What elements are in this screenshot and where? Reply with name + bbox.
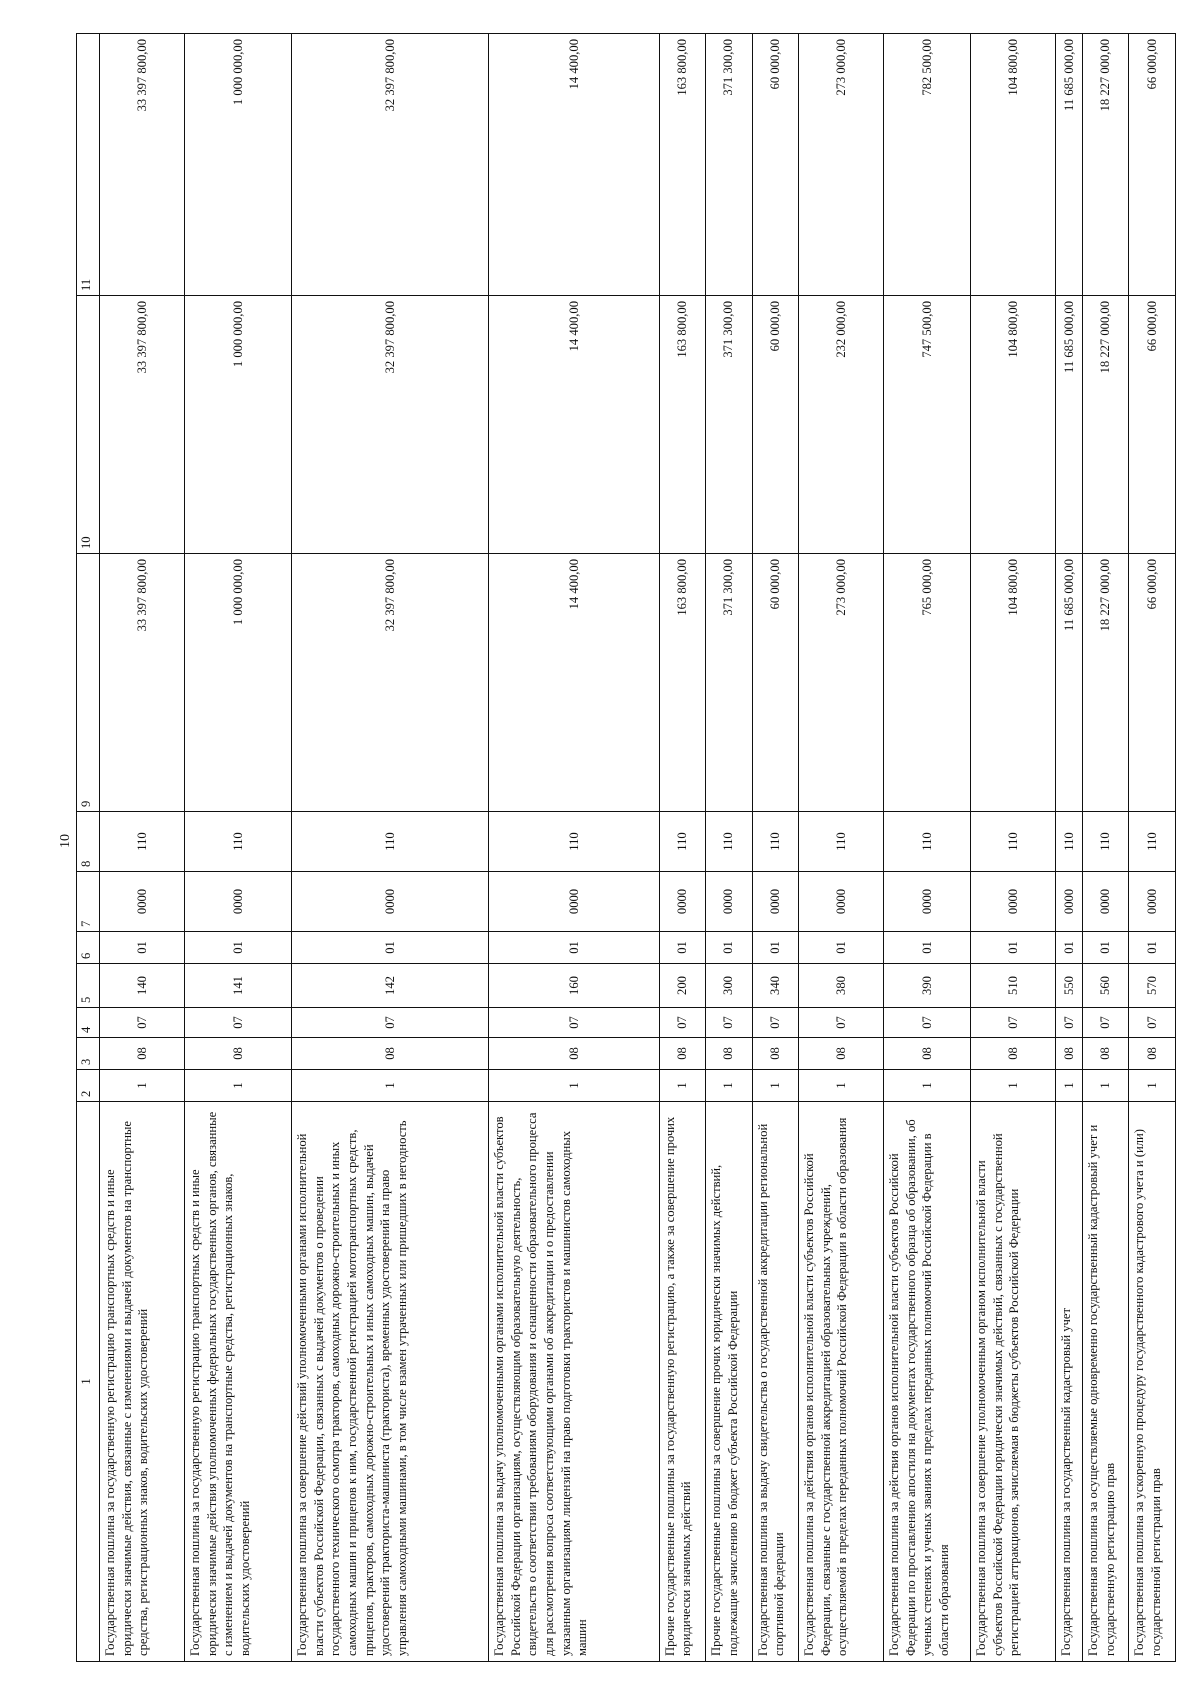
column-header-9: 9 [77,554,100,812]
cell-col-5: 550 [1056,964,1083,1008]
cell-col-4: 07 [706,1008,752,1038]
column-header-3: 3 [77,1038,100,1070]
cell-col-9: 32 397 800,00 [292,554,489,812]
cell-col-2: 1 [1082,1070,1128,1102]
cell-col-4: 07 [884,1008,971,1038]
cell-col-2: 1 [185,1070,292,1102]
cell-col-3: 08 [1082,1038,1128,1070]
cell-col-8: 110 [971,812,1056,872]
cell-col-10: 11 685 000,00 [1056,296,1083,554]
cell-col-3: 08 [884,1038,971,1070]
cell-col-4: 07 [1056,1008,1083,1038]
table-row [659,34,705,1662]
column-header-10: 10 [77,296,100,554]
table-row [1056,34,1083,1662]
row-name-cell: Государственная пошлина за государственный кадастровый учет [1056,1102,1083,1662]
cell-col-11: 18 227 000,00 [1082,34,1128,296]
cell-col-7: 0000 [706,872,752,932]
cell-col-7: 0000 [1056,872,1083,932]
cell-col-3: 08 [752,1038,798,1070]
cell-col-5: 570 [1129,964,1176,1008]
cell-col-7: 0000 [884,872,971,932]
row-name-cell: Прочие государственные пошлины за совершение прочих юридически значимых действий, подлежащие зачислению в бюджет субъекта Российской Федерации [706,1102,752,1662]
cell-col-6: 01 [971,932,1056,964]
cell-col-7: 0000 [659,872,705,932]
cell-col-11: 1 000 000,00 [185,34,292,296]
cell-col-8: 110 [799,812,884,872]
table-row [799,34,884,1662]
cell-col-4: 07 [185,1008,292,1038]
table-row [752,34,798,1662]
cell-col-11: 371 300,00 [706,34,752,296]
cell-col-8: 110 [752,812,798,872]
cell-col-11: 60 000,00 [752,34,798,296]
cell-col-6: 01 [489,932,659,964]
cell-col-7: 0000 [752,872,798,932]
cell-col-11: 66 000,00 [1129,34,1176,296]
cell-col-6: 01 [1129,932,1176,964]
row-name-cell: Государственная пошлина за совершение уполномоченным органом исполнительной власти субъектов Российской Федерации юридически значимых действий, связанных с государственной регистрацией аттракционов, зачисляемая в бюджеты субъектов Российской Федерации [971,1102,1056,1662]
cell-col-11: 32 397 800,00 [292,34,489,296]
column-header-2: 2 [77,1070,100,1102]
cell-col-6: 01 [1082,932,1128,964]
cell-col-8: 110 [1056,812,1083,872]
cell-col-7: 0000 [1129,872,1176,932]
cell-col-8: 110 [1129,812,1176,872]
cell-col-7: 0000 [799,872,884,932]
cell-col-10: 232 000,00 [799,296,884,554]
row-name-cell: Государственная пошлина за ускоренную процедуру государственного кадастрового учета и (или) государственной регистрации прав [1129,1102,1176,1662]
column-header-6: 6 [77,932,100,964]
cell-col-6: 01 [292,932,489,964]
cell-col-2: 1 [659,1070,705,1102]
cell-col-10: 104 800,00 [971,296,1056,554]
cell-col-5: 300 [706,964,752,1008]
cell-col-9: 66 000,00 [1129,554,1176,812]
cell-col-9: 1 000 000,00 [185,554,292,812]
cell-col-11: 14 400,00 [489,34,659,296]
cell-col-2: 1 [292,1070,489,1102]
cell-col-11: 782 500,00 [884,34,971,296]
cell-col-9: 104 800,00 [971,554,1056,812]
cell-col-9: 14 400,00 [489,554,659,812]
cell-col-5: 141 [185,964,292,1008]
rotated-table-wrapper [76,34,1176,1662]
cell-col-9: 371 300,00 [706,554,752,812]
cell-col-5: 140 [100,964,185,1008]
cell-col-10: 747 500,00 [884,296,971,554]
cell-col-2: 1 [799,1070,884,1102]
cell-col-2: 1 [100,1070,185,1102]
cell-col-3: 08 [971,1038,1056,1070]
row-name-cell: Государственная пошлина за осуществляемые одновременно государственный кадастровый учет и государственную регистрацию прав [1082,1102,1128,1662]
cell-col-4: 07 [292,1008,489,1038]
cell-col-7: 0000 [100,872,185,932]
cell-col-5: 142 [292,964,489,1008]
cell-col-4: 07 [659,1008,705,1038]
cell-col-6: 01 [185,932,292,964]
cell-col-10: 60 000,00 [752,296,798,554]
cell-col-8: 110 [489,812,659,872]
column-header-1: 1 [77,1102,100,1662]
row-name-cell: Государственная пошлина за действия органов исполнительной власти субъектов Российской Федерации, связанные с государственной аккредитацией образовательных учреждений, осуществляемой в пределах переданных полномочий Российской Федерации в области образования [799,1102,884,1662]
cell-col-4: 07 [971,1008,1056,1038]
revenue-table [76,33,1176,1662]
row-name-cell: Государственная пошлина за действия органов исполнительной власти субъектов Российской Федерации по проставлению апостиля на документах государственного образца об образовании, об ученых степенях и ученых званиях в пределах переданных полномочий Российской Федерации в области образования [884,1102,971,1662]
column-header-4: 4 [77,1008,100,1038]
header-row [77,34,100,1662]
cell-col-3: 08 [100,1038,185,1070]
cell-col-3: 08 [292,1038,489,1070]
cell-col-3: 08 [799,1038,884,1070]
table-row [100,34,185,1662]
cell-col-4: 07 [1129,1008,1176,1038]
cell-col-6: 01 [752,932,798,964]
cell-col-6: 01 [1056,932,1083,964]
table-row [292,34,489,1662]
table-row [1082,34,1128,1662]
cell-col-10: 14 400,00 [489,296,659,554]
cell-col-9: 60 000,00 [752,554,798,812]
row-name-cell: Государственная пошлина за выдачу свидетельства о государственной аккредитации региональной спортивной федерации [752,1102,798,1662]
cell-col-5: 380 [799,964,884,1008]
table-row [1129,34,1176,1662]
cell-col-5: 510 [971,964,1056,1008]
cell-col-7: 0000 [292,872,489,932]
column-header-8: 8 [77,812,100,872]
cell-col-10: 18 227 000,00 [1082,296,1128,554]
cell-col-6: 01 [100,932,185,964]
cell-col-11: 163 800,00 [659,34,705,296]
cell-col-6: 01 [659,932,705,964]
column-header-11: 11 [77,34,100,296]
table-row [971,34,1056,1662]
cell-col-6: 01 [884,932,971,964]
cell-col-4: 07 [100,1008,185,1038]
cell-col-3: 08 [706,1038,752,1070]
row-name-cell: Прочие государственные пошлины за государственную регистрацию, а также за совершение прочих юридически значимых действий [659,1102,705,1662]
cell-col-3: 08 [1129,1038,1176,1070]
cell-col-10: 163 800,00 [659,296,705,554]
cell-col-7: 0000 [185,872,292,932]
cell-col-8: 110 [659,812,705,872]
cell-col-8: 110 [706,812,752,872]
cell-col-4: 07 [799,1008,884,1038]
cell-col-5: 390 [884,964,971,1008]
cell-col-8: 110 [884,812,971,872]
cell-col-6: 01 [799,932,884,964]
cell-col-2: 1 [884,1070,971,1102]
cell-col-8: 110 [100,812,185,872]
column-header-7: 7 [77,872,100,932]
cell-col-9: 33 397 800,00 [100,554,185,812]
cell-col-7: 0000 [489,872,659,932]
cell-col-11: 104 800,00 [971,34,1056,296]
cell-col-10: 1 000 000,00 [185,296,292,554]
table-row [884,34,971,1662]
cell-col-4: 07 [752,1008,798,1038]
cell-col-10: 371 300,00 [706,296,752,554]
cell-col-8: 110 [185,812,292,872]
cell-col-9: 18 227 000,00 [1082,554,1128,812]
row-name-cell: Государственная пошлина за выдачу уполномоченными органами исполнительной власти субъектов Российской Федерации организациям, осуществляющим образовательную деятельность, свидетельств о соответствии требованиям оборудования и оснащенности образовательного процесса для рассмотрения вопроса соответствующими органами об аккредитации и о предоставлении указанным организациям лицензий на право подготовки трактористов и машинистов самоходных машин [489,1102,659,1662]
row-name-cell: Государственная пошлина за государственную регистрацию транспортных средств и иные юридически значимые действия уполномоченных федеральных государственных органов, связанные с изменением и выдачей документов на транспортные средства, регистрационных знаков, водительских удостоверений [185,1102,292,1662]
cell-col-8: 110 [292,812,489,872]
cell-col-8: 110 [1082,812,1128,872]
cell-col-5: 340 [752,964,798,1008]
cell-col-4: 07 [489,1008,659,1038]
cell-col-10: 66 000,00 [1129,296,1176,554]
cell-col-5: 200 [659,964,705,1008]
cell-col-2: 1 [1129,1070,1176,1102]
cell-col-3: 08 [659,1038,705,1070]
cell-col-9: 163 800,00 [659,554,705,812]
table-row [489,34,659,1662]
table-row [185,34,292,1662]
cell-col-9: 273 000,00 [799,554,884,812]
cell-col-3: 08 [1056,1038,1083,1070]
cell-col-7: 0000 [1082,872,1128,932]
table-row [706,34,752,1662]
column-header-5: 5 [77,964,100,1008]
cell-col-9: 11 685 000,00 [1056,554,1083,812]
cell-col-2: 1 [971,1070,1056,1102]
cell-col-5: 560 [1082,964,1128,1008]
cell-col-7: 0000 [971,872,1056,932]
cell-col-2: 1 [1056,1070,1083,1102]
cell-col-9: 765 000,00 [884,554,971,812]
cell-col-5: 160 [489,964,659,1008]
cell-col-3: 08 [489,1038,659,1070]
page-number: 10 [58,834,73,848]
cell-col-2: 1 [706,1070,752,1102]
cell-col-11: 33 397 800,00 [100,34,185,296]
cell-col-11: 11 685 000,00 [1056,34,1083,296]
row-name-cell: Государственная пошлина за совершение действий уполномоченными органами исполнительной власти субъектов Российской Федерации, связанных с выдачей документов о проведении государственного технического осмотра тракторов, самоходных дорожно-строительных и иных самоходных машин и прицепов к ним, государственной регистрацией мототранспортных средств, прицепов, тракторов, самоходных дорожно-строительных и иных самоходных машин, выдачей удостоверений тракториста-машиниста (тракториста), временных удостоверений на право управления самоходными машинами, в том числе взамен утраченных или пришедших в негодность [292,1102,489,1662]
cell-col-10: 33 397 800,00 [100,296,185,554]
cell-col-6: 01 [706,932,752,964]
cell-col-2: 1 [752,1070,798,1102]
cell-col-2: 1 [489,1070,659,1102]
row-name-cell: Государственная пошлина за государственную регистрацию транспортных средств и иные юридически значимые действия, связанные с изменениями и выдачей документов на транспортные средства, регистрационных знаков, водительских удостоверений [100,1102,185,1662]
cell-col-3: 08 [185,1038,292,1070]
cell-col-10: 32 397 800,00 [292,296,489,554]
cell-col-4: 07 [1082,1008,1128,1038]
cell-col-11: 273 000,00 [799,34,884,296]
